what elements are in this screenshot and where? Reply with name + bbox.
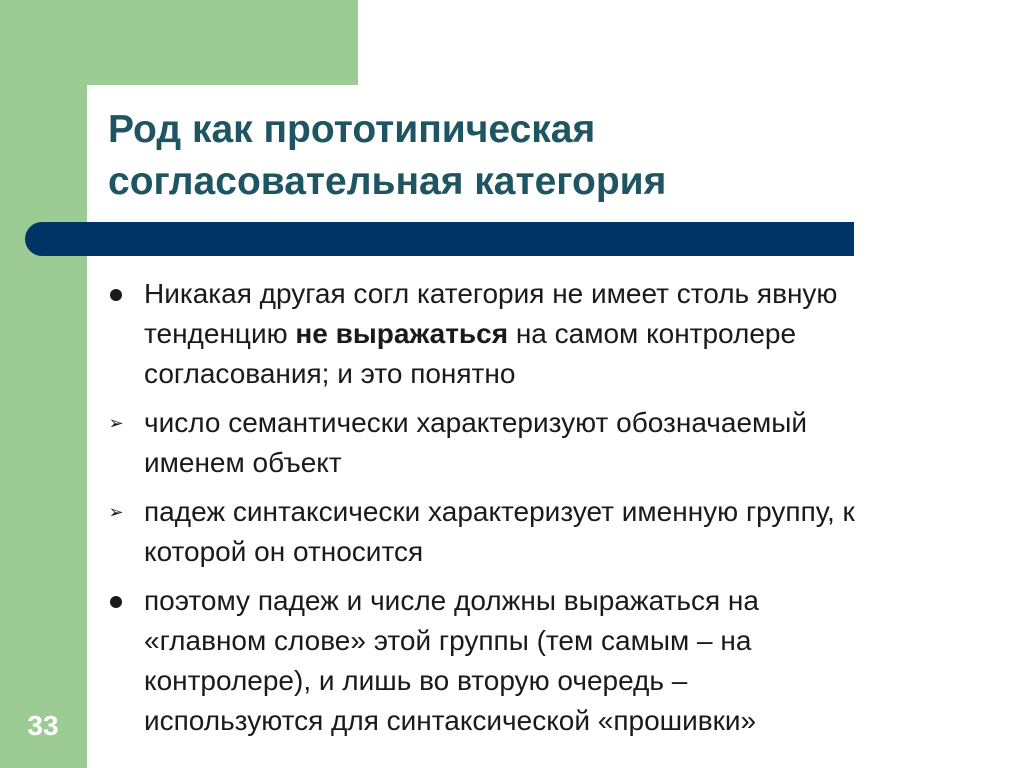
bullet-item <box>104 274 1019 394</box>
arrow-bullet-icon: ➢ <box>108 502 124 522</box>
bullet-text-line: падеж синтаксически характеризует именную группу, к <box>144 496 855 527</box>
bullet-text-line: которой он относится <box>144 536 424 567</box>
bullet-item <box>104 403 1019 483</box>
bullet-text-line: поэтому падеж и числе должны выражаться на <box>144 585 759 616</box>
title-underline-bar <box>25 222 854 256</box>
bullet-text-line: «главном слове» этой группы (тем самым – на <box>144 625 752 656</box>
bullet-text-line: контролере), и лишь во вторую очередь – <box>144 665 688 696</box>
bullet-text-line: Никакая другая согл категория не имеет столь явную <box>144 278 838 309</box>
slide-number: 33 <box>27 710 59 741</box>
bullet-text-segment: на самом контролере <box>508 318 797 349</box>
slide-title-line-2: согласовательная категория <box>108 160 667 203</box>
bullet-list <box>104 274 1019 750</box>
bullet-bold-text: не выражаться <box>295 318 509 349</box>
green-sidebar <box>0 0 87 768</box>
slide-title <box>108 104 908 208</box>
bullet-text-line: число семантически характеризуют обозначаемый <box>144 407 808 438</box>
bullet-dot-icon <box>104 581 128 608</box>
bullet-text-line: используются для синтаксической «прошивки» <box>144 705 757 736</box>
bullet-dot-icon <box>104 274 128 301</box>
bullet-text-segment: тенденцию <box>144 318 296 349</box>
arrow-bullet-icon: ➢ <box>108 413 124 433</box>
bullet-text-line <box>144 314 1019 354</box>
slide-title-line-1: Род как прототипическая <box>108 108 596 151</box>
bullet-text-line: именем объект <box>144 447 342 478</box>
bullet-item <box>104 492 1019 572</box>
bullet-item <box>104 581 1019 741</box>
green-top-block <box>0 0 358 85</box>
bullet-text-line: согласования; и это понятно <box>144 358 516 389</box>
